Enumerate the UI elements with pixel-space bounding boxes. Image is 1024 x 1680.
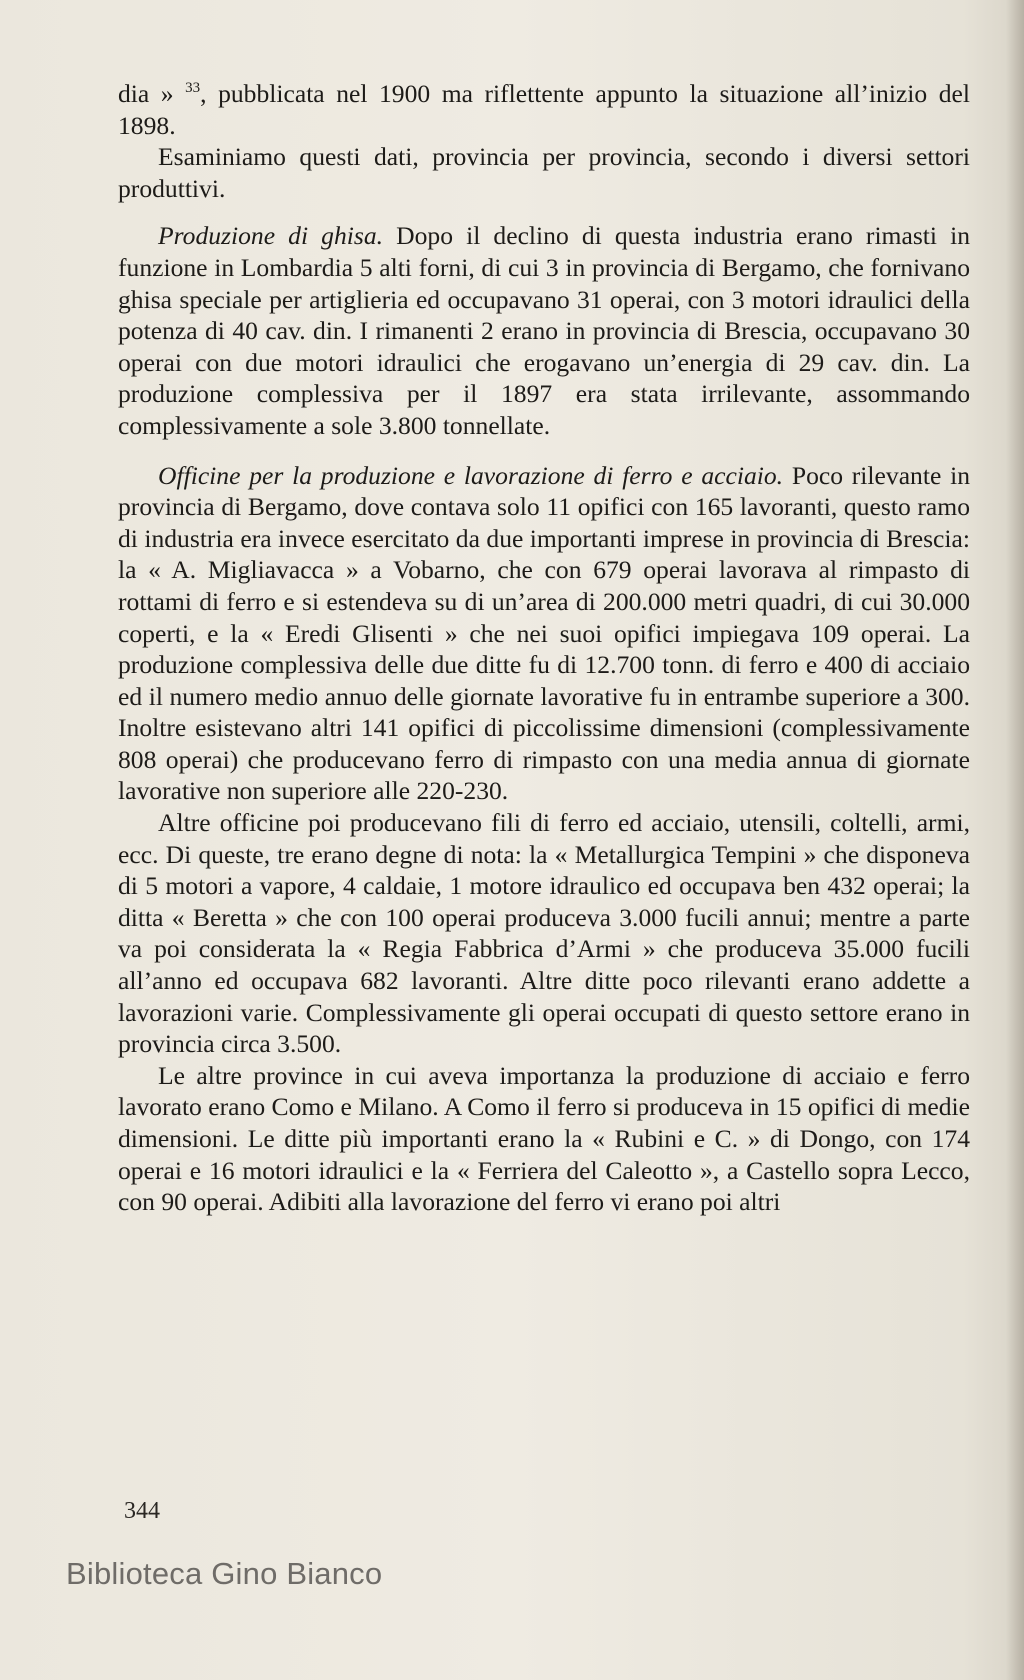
paragraph-2: Esaminiamo questi dati, provincia per provincia, secondo i diversi settori produttivi. [118, 142, 970, 203]
paragraph-1-start: dia » [118, 79, 186, 108]
footnote-ref-33: 33 [185, 80, 201, 96]
paragraph-6: Le altre province in cui aveva importanza la produzione di acciaio e ferro lavorato erano Como e Milano. A Como il ferro si produceva in 15 opifici di medie dimensioni. Le ditte più importanti erano la « Rubini e C. » di Dongo, con 174 operai e 16 motori idraulici e la « Ferriera del Caleotto », a Castello sopra Lecco, con 90 operai. Adibiti alla lavorazione del ferro vi erano poi altri [118, 1060, 970, 1217]
spine-shadow [1006, 0, 1024, 1680]
paragraph-3-body: Dopo il declino di questa industria erano rimasti in funzione in Lombardia 5 alti forni, di cui 3 in provincia di Bergamo, che fornivano ghisa speciale per artiglieria ed occupavano 31 operai, con 3 motori idraulici della potenza di 40 cav. din. I rimanenti 2 erano in provincia di Brescia, occupavano 30 operai con due motori idraulici che erogavano un’energia di 29 cav. din. La produzione complessiva per il 1897 era stata irrilevante, assommando complessivamente a sole 3.800 tonnellate. [118, 221, 971, 440]
section-heading-officine: Officine per la produzione e lavorazione di ferro e acciaio. [158, 460, 784, 490]
paragraph-3 [118, 220, 970, 441]
paragraph-4 [118, 460, 970, 808]
paragraph-1-rest: , pubblicata nel 1900 ma riflettente appunto la situazione all’inizio del 1898. [118, 79, 970, 140]
paragraph-5: Altre officine poi producevano fili di ferro ed acciaio, utensili, coltelli, armi, ecc. Di queste, tre erano degne di nota: la « Metallurgica Tempini » che disponeva di 5 motori a vapore, 4 caldaie, 1 motore idraulico ed occupava ben 432 operai; la ditta « Beretta » che con 100 operai produceva 3.000 fucili annui; mentre a parte va poi considerata la « Regia Fabbrica d’Armi » che produceva 35.000 fucili all’anno ed occupava 682 lavoranti. Altre ditte poco rilevanti erano addette a lavorazioni varie. Complessivamente gli operai occupati di questo settore erano in provincia circa 3.500. [118, 808, 970, 1059]
library-watermark: Biblioteca Gino Bianco [66, 1556, 383, 1591]
paragraph-1 [118, 78, 970, 141]
section-heading-ghisa: Produzione di ghisa. [158, 221, 384, 251]
body-text [118, 78, 970, 1218]
page-number: 344 [124, 1498, 160, 1524]
paragraph-4-body: Poco rilevante in provincia di Bergamo, dove contava solo 11 opifici con 165 lavoranti, questo ramo di industria era invece esercitato da due importanti imprese in provincia di Brescia: la « A. Migliavacca » a Vobarno, che con 679 operai lavorava al rimpasto di rottami di ferro e si estendeva su di un’area di 200.000 metri quadri, di cui 30.000 coperti, e la « Eredi Glisenti » che nei suoi opifici impiegava 109 operai. La produzione complessiva delle due ditte fu di 12.700 tonn. di ferro e 400 di acciaio ed il numero medio annuo delle giornate lavorative fu in entrambe superiore a 300. Inoltre esistevano altri 141 opifici di piccolissime dimensioni (complessivamente 808 operai) che producevano ferro di rimpasto con una media annua di giornate lavorative non superiore alle 220-230. [118, 460, 970, 806]
